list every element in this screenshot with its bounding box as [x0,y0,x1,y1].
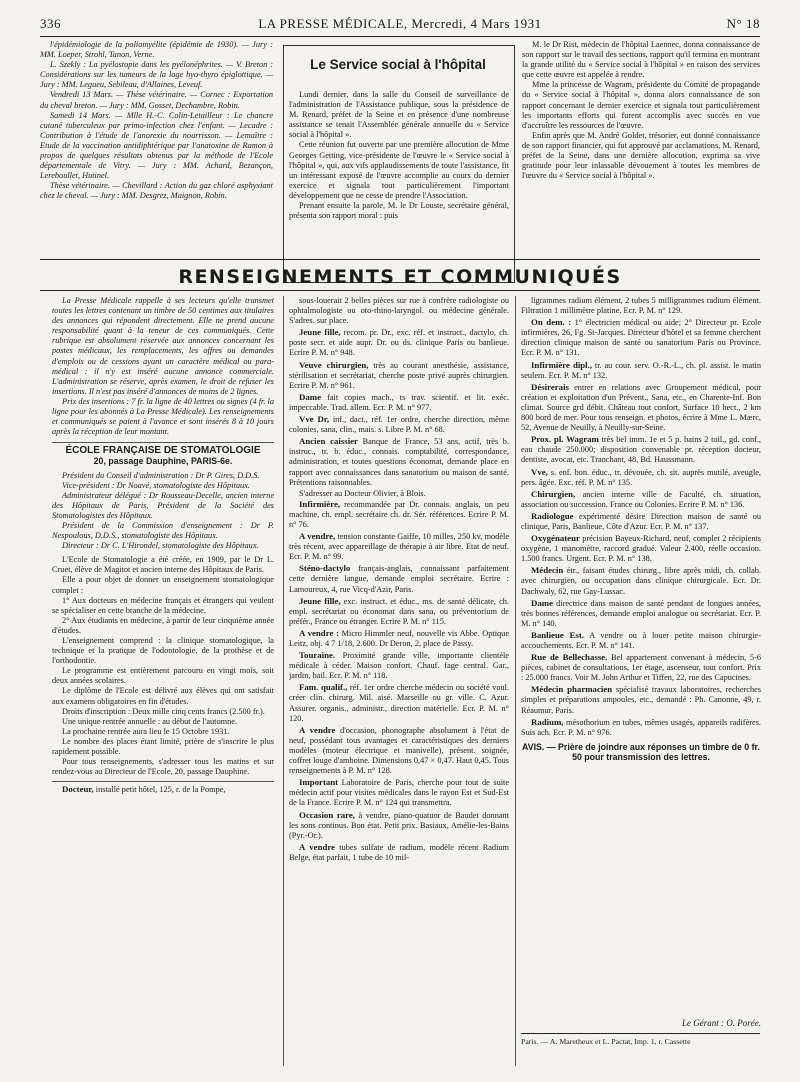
ad-text: 1° électricien médical ou aide; 2° Directeur pr. Ecole infirmières, 26, Fg. St-Jacques. Directeur d'hôtel et sa femme cherchent direction clinique maison de santé ou sanatorium Paris ou Province. Ecr. P. M. n° 131. [521,318,761,358]
ad-entry [521,565,761,596]
officer-entry: Administrateur délégué : Dr Rousseau-Decelle, ancien interne des Hôpitaux de Paris, Président de la Société des Stomatologistes des Hôpitaux. [52,490,274,520]
gerant-line: Le Gérant : O. Porée. [682,1018,761,1028]
school-address: 20, passage Dauphine, PARIS-6e. [93,456,233,467]
ad-entry [289,392,509,413]
officer-entry: Président du Conseil d'administration : Dr P. Gires, D.D.S. [62,470,260,480]
issue-number: N° 18 [726,16,760,31]
school-paragraph: 2° Aux étudiants en médecine, à partir de leur cinquième année d'études. [52,615,274,635]
ad-entry [289,563,509,594]
article-column-1 [289,90,509,276]
school-paragraph: L'Ecole de Stomatologie a été créée, en 1909, par le Dr L. Cruet, élève de Magitot et ancien interne des Hôpitaux de Paris. [52,555,274,575]
column-1 [52,296,274,1066]
ad-text: exc. instruct. et éduc., ms. de santé délicate, ch. empl. secrétariat ou économat dans sana, ou préventorium de préfér., France ou étranger. Ecrire P. M. n° 115. [289,596,509,626]
ad-entry [521,684,761,715]
officer-entry: Vice-président : Dr Noavé, stomatologiste des Hôpitaux. [62,480,250,490]
ad-text: Bel appartement convenant à médecin, 5-6 pièces, cabinet de consultations, 1er étage, ascenseur, tout confort. Prix : 25.000 francs. Voir M. John Arthur et Tiffen, 22, rue des Capucines. [521,653,761,683]
notice-paragraph: La Presse Médicale rappelle à ses lecteurs qu'elle transmet toutes les lettres contenant un timbre de 50 centimes aux titulaires des annonces qui répondent directement. Elle ne prend aucune responsabilité quant à la teneur de ces communiqués. Cette rubrique est absolument réservée aux annonces concernant les postes médicaux, les remplacements, les offres ou demandes d'emplois ou de cessions ayant un caractère médical ou para-médical : il n'y est inséré aucune annonce commerciale. L'administration se réserve, après examen, le droit de refuser les insertions. Il n'est pas inséré d'annonces de moins de 2 lignes. [52,296,274,396]
ad-entry [289,327,509,358]
ad-text: sous-louerait 2 belles pièces sur rue à confrère radiologiste ou ophtalmologiste ou oto-rhino-laryngol. ou médecine générale. S'adres. sur place. [289,296,509,326]
ad-label: Désirerais [531,381,569,392]
ad-text: spécialisé travaux laboratoires, recherches simples et préparations ampoules, etc., demandé : Ph. Canonne, 49, r. Réaumur, Paris. [521,685,761,715]
ad-text: très au courant anesthésie, assistance, stérilisation et secrétariat, cherche poste privé auprès chirurgien. Ecrire P. M. n° 961. [289,360,509,390]
ad-entry [289,436,509,487]
ad-label: Radium, [531,716,564,727]
article-paragraph: Mme la princesse de Wagram, présidente du Comité de propagande du « Service social à l'hôpital », donna alors connaissance de son rapport concernant le dernier exercice et signala tout particulièrement les importants efforts qui furent accomplis avec succès en vue d'accroître les ressources de l'œuvre. [522,80,760,130]
ad-entry [289,414,509,435]
ad-label: Oxygénateur [531,533,580,544]
ad-label: Jeune fille, [299,327,341,338]
ad-text: directrice dans maison de santé pendant de longues années, très bonnes références, demande emploi analogue ou secrétariat. Ecr. P. M. n° 140. [521,598,761,628]
ad-text: Laboratoire de Paris, cherche pour tout de suite médecin actif pour visites médicales dans le rayon Est et Sud-Est de la France. Ecrire P. M. n° 124 qui transmettra. [289,778,509,808]
masthead-title: LA PRESSE MÉDICALE, Mercredi, 4 Mars 1931 [258,16,542,31]
ad-text: très bel imm. 1e et 5 p. bains 2 toil., gd. conf., eau chaude 250.000; disposition convenable pr. réception docteur, dentiste, avocat, etc. Tranchant, 48, Bd. Haussmann. [521,435,761,465]
ad-label: Banlieue Est. [531,629,584,640]
ad-label: On dem. : [531,317,572,328]
school-paragraph: La prochaine rentrée aura lieu le 15 Octobre 1931. [62,726,230,736]
imprint-rule [521,1033,760,1034]
ad-label: Radiologue [531,510,574,521]
ad-label: Vve Dr, [299,414,330,425]
notice-intro [52,296,274,437]
school-paragraph: 1° Aux docteurs en médecine français et étrangers qui veulent se spécialiser en cette branche de la médecine. [52,595,274,615]
article-paragraph: Prenant ensuite la parole, M. le Dr Louste, secrétaire général, présenta son rapport moral : puis [289,201,509,221]
ad-text: Micro Himmler neuf, nouvelle vis Abbe. Optique Leitz, obj. 4 7 1/18, 2.600. Dr Deron, 2, place de Passy. [289,628,509,648]
header-rule [40,36,760,37]
ad-entry [52,784,274,795]
notice-paragraph: Prix des insertions : 7 fr. la ligne de 40 lettres ou signes (4 fr. la ligne pour les abonnés à La Presse Médicale). Les renseignements et communiqués se paient à l'avance et sont insérés 8 à 10 jours après la réception de leur montant. [52,396,274,437]
column-divider-1 [283,296,284,1066]
ad-entry [289,810,509,841]
ad-entry [521,434,761,465]
ad-label: Chirurgien, [531,488,576,499]
ad-entry [289,725,509,776]
ad-text: inf., dact., réf. 1er ordre, cherche direction, même colonies, sana, clin., mais. s. Libre P. M. n° 68. [289,415,509,435]
thesis-entry: l'épidémiologie de la poliomyélite (épidémie de 1930). — Jury : MM. Loeper, Strohl, Tanon, Verne. [40,40,273,60]
ad-label: Vve, [531,466,548,477]
school-paragraph: Le diplôme de l'Ecole est délivré aux élèves qui ont satisfait aux examens obligatoires en fin d'études. [52,686,274,706]
imprint-line: Paris. — A. Maretheux et L. Pactat, Imp. 1, r. Cassette [521,1037,691,1046]
ad-extra: S'adresser au Docteur Olivier, à Blois. [299,488,426,498]
school-officers [52,471,274,552]
officer-entry: Président de la Commission d'enseignement : Dr P. Nespoulous, D.D.S., stomatologiste des Hôpitaux. [52,520,274,541]
ad-label: Prox. pl. Wagram [531,434,599,445]
ad-entry [521,717,761,738]
article-title: Le Service social à l'hôpital [310,57,486,72]
column-3-ads [521,296,761,1011]
ad-text: précision Bayeux-Richard, neuf, complet 2 récipients oxygène, 1 manomètre, raccord gradué. Valeur 2.400, réelle occasion. 1.500 francs. Urgent. Ecr. P. M. n° 138. [521,534,761,564]
ad-entry [289,531,509,562]
ad-label: A vendre, [299,531,336,542]
ad-label: Docteur, [62,784,94,795]
ad-entry [521,360,761,381]
ad-entry [521,533,761,564]
ad-entry [521,467,761,488]
ad-text: expérimenté désire Direction maison de santé ou clinique, Paris, Banlieue, Côte d'Azur. Ecr. P. M. n° 137. [521,511,761,531]
ad-label: Occasion rare, [299,809,355,820]
column-2-ads [289,296,509,1066]
ad-text: fait copies mach., ts trav. scientif. et lit. exéc. impeccable. Trad. allem. Ecr. P. M. n° 977. [289,392,509,412]
ad-text: installé petit hôtel, 125, r. de la Pompe, [95,785,226,795]
ad-text: s. enf. bon. éduc., tr. dévouée, ch. sit. auprès mutilé, aveugle, pers. âgée. Exc. réf. P. M. n° 135. [521,467,761,487]
avis-notice: AVIS. — Prière de joindre aux réponses un timbre de 0 fr. 50 pour transmission des lettres. [522,741,760,762]
ad-text: mésothorium en tubes, mêmes usagés, appareils radifères. Suis ach. Ecr. P. M. n° 976. [521,717,761,737]
ad-label: Fam. qualif., [299,682,348,693]
running-header [40,16,760,34]
divider [52,781,274,782]
ad-label: Infirmière, [299,498,341,509]
ad-entry [521,296,761,316]
ad-text: tr. au cour. serv. O.-R.-L., ch. pl. assist. le matin seulem. Ecr. P. M. n° 132. [521,360,761,380]
ad-label: Sténo-dactylo [299,563,351,574]
thesis-entry: L. Szekly : La pyélostopie dans les pyélonéphrites. — V. Breton : Considérations sur les tumeurs de la loge hyo-thyro épiglottique. — Jury : MM. Legueu, Sebileau, d'Allaines, Leveuf. [40,60,273,90]
ad-label: Médecin pharmacien [531,684,613,695]
article-paragraph: Lundi dernier, dans la salle du Conseil de surveillance de l'administration de l'Assistance publique, sous la présidence de M. Renard, préfet de la Seine et en présence d'une nombreuse assistance se tenait l'Assemblée générale annuelle du « Service social à l'hôpital ». [289,90,509,140]
ad-label: Dame [531,597,553,608]
ad-text: Banque de France, 53 ans, actif, très b. instruc., tr. b. éduc., connais. comptabilité, correspondance, administration, et toutes questions économat, demande place en rapport avec connaissances dans sanatorium ou maison de santé. Prétentions raisonnables. [289,437,509,487]
ad-entry [521,511,761,532]
ad-entry [521,317,761,358]
ad-entry [289,628,509,649]
ad-label: Jeune fille, [299,595,341,606]
school-paragraph: L'enseignement comprend : la clinique stomatologique, la technique et la pratique de l'odontologie, de la prothèse et de l'orthodontie. [52,636,274,666]
ad-label: Ancien caissier [299,436,358,447]
ad-label: Rue de Bellechasse. [531,652,608,663]
article-paragraph: Cette réunion fut ouverte par une première allocution de Mme Georges Getting, vice-présidente de l'œuvre le « Service social à l'hôpital », qui, aux vifs applaudissements de toute l'assistance, fit un intéressant exposé de l'œuvre accomplie au cours du dernier exercice et signala tout particulièrement l'important développement que ne cesse de prendre l'Association. [289,140,509,200]
ad-text: à vendre, piano-quatuor de Baudet donnant les sons continus. Bon état. Petit prix. Basiaux, Amélie-les-Bains (Pyr.-Or.). [289,810,509,840]
ad-label: Important [299,777,339,788]
section-rule-bottom [40,290,760,291]
ad-label: Touraine. [299,650,336,661]
ad-text: tubes sulfate de radium, modèle récent Radium Belge, état parfait, 1 tube de 10 mil- [289,842,509,862]
school-paragraph: Une unique rentrée annuelle : au début de l'automne. [62,716,237,726]
ad-text: étr., faisant études chirurg., libre après midi, ch. collab. avec chirurgien, ou occupation dans clinique chirurgicale. Ecr. Dr. Dachwaly, 62, rue Gay-Lussac. [521,566,761,596]
school-body [52,555,274,777]
ad-label: Dame [299,391,321,402]
school-paragraph: Pour tous renseignements, s'adresser tous les matins et sur rendez-vous au Directeur de l'Ecole, 20, passage Dauphine. [52,757,274,777]
ad-entry [289,296,509,326]
article-paragraph: Enfin après que M. André Goldet, trésorier, eut donné connaissance de son rapport financier, qui fut approuvé par acclamations, M. Renard, préfet de la Seine, dans une dernière allocution, exprima sa vive gratitude pour leur inlassable dévouement à toutes les membres de l'œuvre du « Service social à l'hôpital ». [522,130,760,181]
school-paragraph: Elle a pour objet de donner un enseignement stomatologique complet : [52,575,274,595]
thesis-entry: Samedi 14 Mars. — Mlle H.-C. Colin-Letailleur : Le chancre cutané tuberculeux par primo-infection chez l'enfant. — Lecadre : Contribution à l'étude de l'anorexie du nourrisson. — Lemaître : Etude de la vaccination antidiphtérique par l'anatoxine de Ramon à propos de quelques résultats obtenus par la méthode de l'Ecole départementale de Vitry. — Jury : MM. Achard, Bezançon, Lereboullet, Hutinel. [40,110,273,181]
ad-text: ancien interne ville de Faculté, ch. situation, association ou succession. France ou Colonies. Ecrire P. M. n° 136. [521,489,761,509]
thesis-entry: Vendredi 13 Mars. — Thèse vétérinaire. — Cornec : Exportation du cheval breton. — Jury : MM. Gosset, Dechambre, Robin. [40,90,273,110]
officer-entry: Directeur : Dr C. L'Hirondel, stomatologiste des Hôpitaux. [62,541,259,551]
ad-entry [521,598,761,629]
ad-text: tension constante Gaiffe, 10 milles, 250 kv, modèle très récent, avec appareillage de thérapie à air libre. Etat de neuf. Ecr. P. M. n° 99. [289,532,509,562]
article-paragraph: M. le Dr Rist, médecin de l'hôpital Laennec, donna connaissance de son rapport sur le travail des sections, rapport qu'il termina en montrant la grande utilité du « Service social à l'hôpital » en raison des services que cette œuvre est appelée à rendre. [522,40,760,80]
ad-entry [289,499,509,530]
ad-entry [289,682,509,723]
section-rule-top [40,259,760,260]
ad-text: entrer en relations avec Groupement médical, pour création et exploitation d'un Prévent., Sana, etc., en Charente-Inf. Bon climat. Source grd débit. Château tout confort, Surface 10 hect., 2 km 800 bord de mer. Pour tous renseign. et photos, écrire à Mme L. Mærc, 52, Avenue de Neuilly, à Neuilly-sur-Seine. [521,382,761,433]
ad-text: ligrammes radium élément, 2 tubes 5 milligrammes radium élément. Filtration 1 millimètre platine. Ecr. P. M. n° 129. [521,296,761,316]
divider [52,442,274,443]
ad-label: Médecin [531,565,564,576]
ad-label: A vendre [299,841,336,852]
ad-entry [289,596,509,627]
column-divider-2 [515,296,516,1066]
ad-entry [289,360,509,391]
ad-label: A vendre : [299,627,340,638]
ad-entry [521,382,761,433]
school-paragraph: Le programme est entièrement parcouru en vingt mois, soit deux années scolaires. [52,666,274,686]
ad-entry [521,630,761,651]
ad-entry [289,777,509,808]
ad-label: Veuve chirurgien, [299,359,369,370]
school-paragraph: Droits d'inscription : Deux mille cinq cents francs (2.500 fr.). [62,706,265,716]
thesis-entry: Thèse vétérinaire. — Chevillard : Action du gaz chloré asphyxiant chez le cheval. — Jury : MM. Desgrez, Maignon, Robin. [40,181,273,201]
page-number: 336 [40,16,61,31]
school-paragraph: Le nombre des places étant limité, prière de s'inscrire le plus rapidement possible. [52,736,274,757]
school-title: ÉCOLE FRANÇAISE DE STOMATOLOGIE [65,445,261,457]
article-column-2 [522,40,760,255]
thesis-listings [40,40,273,255]
section-title: RENSEIGNEMENTS ET COMMUNIQUÉS [178,266,622,288]
ad-text: Proximité grande ville, importante clientèle médicale à céder. Maison confort. Chauf. fage central. Gar., jardin, bail. Ecr. P. M. n° 118. [289,651,509,681]
ad-text: d'occasion, phonographe absolument à l'état de neuf, possédant tous avantages et caractéristiques des derniers modèles (moteur électrique et manivelle), présent. soignée, coffret louge d'amboine. Dimensions 0,47 × 0,47. Haut 0,45. Tous renseignements à P. M. n° 128. [289,725,509,776]
ad-text: A vendre ou à louer petite maison chirurgie-accouchements. Ecr. P. M. n° 141. [521,630,761,650]
ad-entry [289,842,509,863]
ad-label: Infirmière dipl., [531,359,593,370]
ad-entry [521,489,761,510]
ad-text: réf. 1er ordre cherche médecin ou société voul. créer clin. chirurg. Mil. aisé. Marseille ou gr. ville. C. Azur. Assurer. organis., administr., direction matérielle. Ecr. P. M. n° 120. [289,683,509,723]
ad-label: A vendre [299,724,336,735]
ad-entry [289,650,509,681]
ad-text: français-anglais, connaissant parfaitement cette dernière langue, demande emploi secrétaire. Ecrire : Lamoureux, 4, rue Vicq-d'Azir, Paris. [289,564,509,594]
ad-text: recom. pr. Dr., exc. réf. et instruct., dactylo, ch. poste secr. et aide aupr. Dr. ou ds. clinique Paris ou banlieue. Ecrire P. M. n° 948. [289,328,509,358]
ad-text: recommandée par Dr. connais. anglais, un peu machine, ch. empl. secrétaire ch. dr. Sér. références. Ecrire P. M. n° 76. [289,499,509,529]
ad-entry [521,652,761,683]
